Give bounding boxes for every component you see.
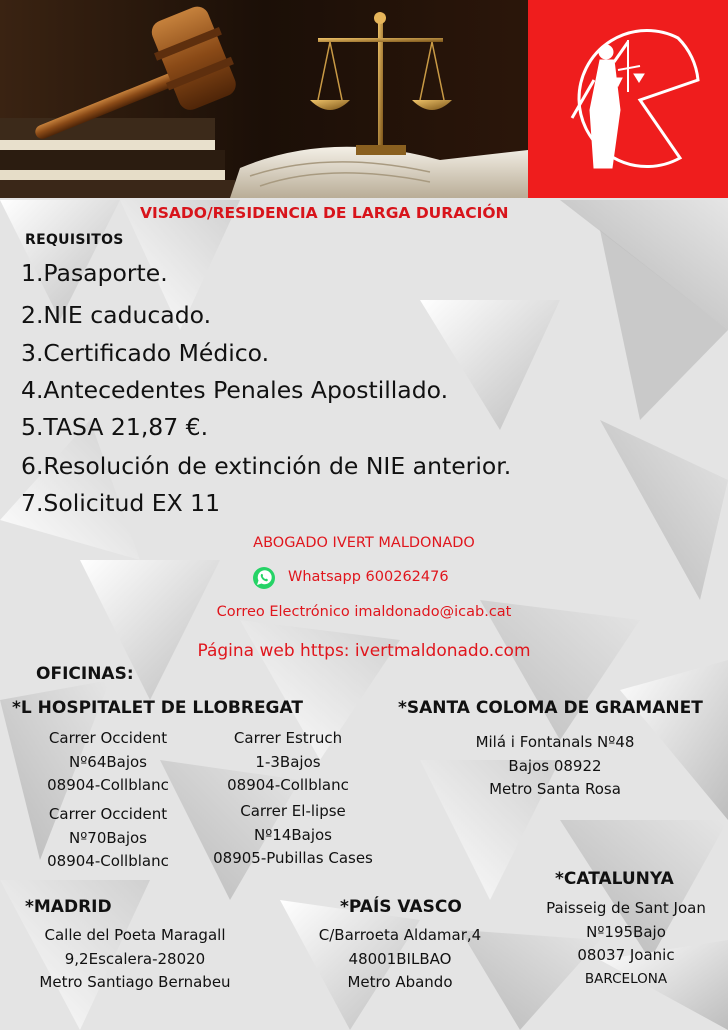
requirement-item: 7.Solicitud EX 11 [21,489,221,517]
hospitalet-title: *L HOSPITALET DE LLOBREGAT [12,698,303,718]
requirement-item: 6.Resolución de extinción de NIE anterior. [21,452,512,480]
web-link[interactable]: Página web https: ivertmaldonado.com [197,641,531,661]
hospitalet-address-2: Carrer Estruch 1-3Bajos 08904-Collblanc [227,729,349,794]
gavel-scales-photo [0,0,528,198]
requirement-item: 3.Certificado Médico. [21,339,270,367]
madrid-title: *MADRID [25,897,112,917]
requirement-item: 5.TASA 21,87 €. [21,413,209,441]
requirement-item: 4.Antecedentes Penales Apostillado. [21,376,449,404]
offices-label: OFICINAS: [36,664,134,684]
hospitalet-address-4: Carrer El-lipse Nº14Bajos 08905-Pubillas Cases [213,802,373,867]
requirement-item: 1.Pasaporte. [21,259,168,287]
whatsapp-link[interactable]: Whatsapp 600262476 [288,569,449,585]
pais-vasco-title: *PAÍS VASCO [340,897,462,917]
lawyer-name: ABOGADO IVERT MALDONADO [253,535,475,551]
hospitalet-address-1: Carrer Occident Nº64Bajos 08904-Collblanc [47,729,169,794]
pais-vasco-address: C/Barroeta Aldamar,4 48001BILBAO Metro Abando [318,926,482,991]
page-title [0,204,728,222]
hospitalet-address-3: Carrer Occident Nº70Bajos 08904-Collblanc [47,805,169,870]
santa-coloma-address: Milá i Fontanals Nº48 Bajos 08922 Metro Santa Rosa [475,733,635,798]
santa-coloma-title: *SANTA COLOMA DE GRAMANET [398,698,703,718]
requirement-item: 2.NIE caducado. [21,301,212,329]
email-link[interactable]: Correo Electrónico imaldonado@icab.cat [216,604,512,620]
title-text: VISADO/RESIDENCIA DE LARGA DURACIÓN [140,204,509,222]
justice-logo-icon [528,0,728,198]
whatsapp-icon [252,566,276,590]
madrid-address: Calle del Poeta Maragall 9,2Escalera-28020 Metro Santiago Bernabeu [39,926,231,991]
catalunya-title: *CATALUNYA [555,869,674,889]
requisites-label: REQUISITOS [25,232,124,248]
catalunya-address: Paisseig de Sant Joan Nº195Bajo 08037 Joanic BARCELONA [546,899,706,987]
